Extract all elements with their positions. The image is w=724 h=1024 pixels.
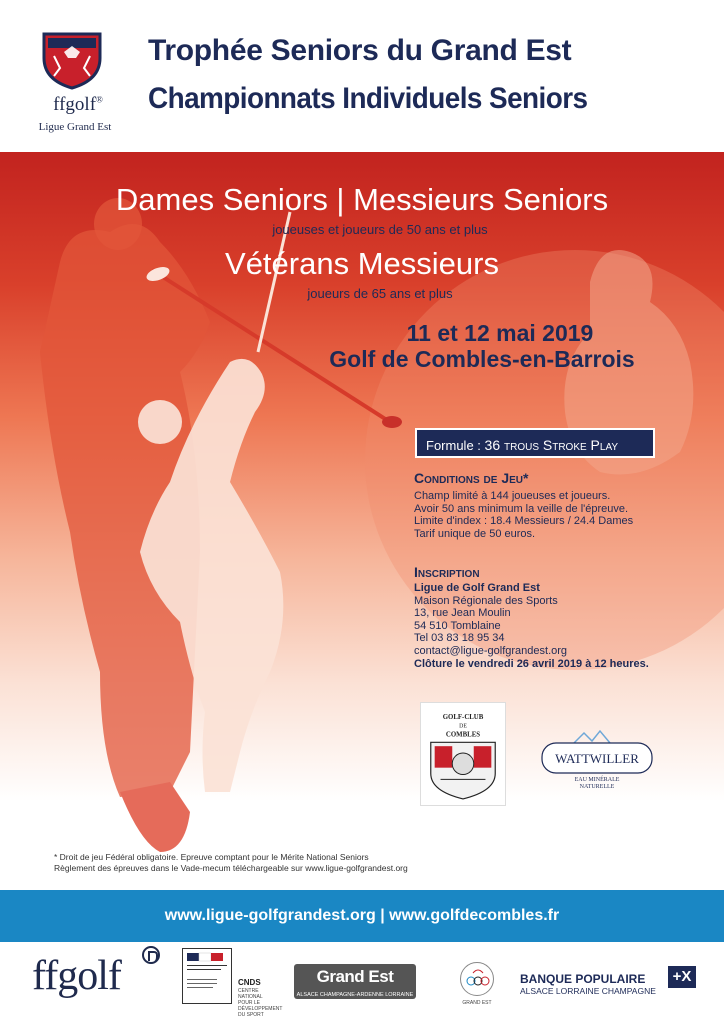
page-subtitle: Championnats Individuels Seniors xyxy=(148,82,588,115)
club-website-link[interactable]: www.golfdecombles.fr xyxy=(389,907,560,924)
inscription-org: Ligue de Golf Grand Est xyxy=(414,582,540,594)
ffgolf-sponsor-logo: ffgolf xyxy=(32,953,121,999)
conditions-title: Conditions de Jeu* xyxy=(414,470,529,486)
category-line-1-sub: joueuses et joueurs de 50 ans et plus xyxy=(272,222,488,237)
event-venue: Golf de Combles-en-Barrois xyxy=(329,346,635,372)
registered-mark-icon xyxy=(142,946,160,964)
list-item: Champ limité à 144 joueuses et joueurs. xyxy=(414,490,611,502)
footnote-line-2: Règlement des épreuves dans le Vade-mecum téléchargeable sur www.ligue-golfgrandest.org xyxy=(54,863,408,873)
svg-text:WATTWILLER: WATTWILLER xyxy=(555,751,639,766)
poster-main xyxy=(0,152,724,890)
inscription-list xyxy=(414,582,714,670)
page-title: Trophée Seniors du Grand Est xyxy=(148,34,572,67)
inscription-title: Inscription xyxy=(414,564,480,580)
ffgolf-wordmark: ffgolf® xyxy=(53,94,103,115)
list-item: 54 510 Tomblaine xyxy=(414,619,501,632)
footnote xyxy=(54,852,408,874)
list-item: Limite d'index : 18.4 Messieurs / 24.4 Dames xyxy=(414,515,634,527)
conditions-list xyxy=(414,490,714,540)
list-item: Tarif unique de 50 euros. xyxy=(414,527,536,540)
marianne-icon xyxy=(183,949,231,1003)
ministere-sports-logo xyxy=(182,948,232,1004)
list-item: 13, rue Jean Moulin xyxy=(414,607,511,620)
banque-populaire-name: BANQUE POPULAIRE xyxy=(520,972,646,986)
formule-separator: : xyxy=(473,438,485,453)
category-line-1: Dames Seniors | Messieurs Seniors xyxy=(115,182,609,217)
category-line-2: Vétérans Messieurs xyxy=(225,246,499,281)
inscription-deadline: Clôture le vendredi 26 avril 2019 à 12 heures. xyxy=(414,657,649,670)
svg-text:COMBLES: COMBLES xyxy=(445,731,481,739)
list-item: Maison Régionale des Sports xyxy=(414,594,558,607)
banque-populaire-region: ALSACE LORRAINE CHAMPAGNE xyxy=(520,986,656,996)
event-date: 11 et 12 mai 2019 xyxy=(406,320,594,346)
male-golfer-shadow xyxy=(120,782,190,852)
grand-est-sublabel: ALSACE CHAMPAGNE-ARDENNE LORRAINE xyxy=(294,992,416,999)
ligue-website-link[interactable]: www.ligue-golfgrandest.org xyxy=(164,907,376,924)
ffgolf-crest-icon xyxy=(40,28,104,90)
list-item: Tel 03 83 18 95 34 xyxy=(414,632,505,645)
wattwiller-logo xyxy=(540,729,654,789)
cros-sublabel: GRAND EST xyxy=(462,1000,492,1006)
footnote-line-1: * Droit de jeu Fédéral obligatoire. Epreuve comptant pour le Mérite National Seniors xyxy=(54,852,369,862)
golf-club-head xyxy=(382,416,402,428)
category-line-2-sub: joueurs de 65 ans et plus xyxy=(307,286,453,301)
golf-club-combles-logo xyxy=(420,702,506,806)
female-golfer-head xyxy=(138,400,182,444)
cnds-sublabel: CENTRE NATIONAL POUR LE DÉVELOPPEMENT DU SPORT xyxy=(238,988,283,1018)
formule-banner xyxy=(415,428,655,458)
sponsors-strip xyxy=(0,942,724,1024)
formule-label: Formule xyxy=(426,438,474,453)
svg-text:GOLF-CLUB: GOLF-CLUB xyxy=(442,713,484,721)
band-separator: | xyxy=(375,907,390,924)
grand-est-logo: Grand Est xyxy=(294,964,416,996)
ligue-name: Ligue Grand Est xyxy=(38,121,112,133)
cros-olympic-logo-icon xyxy=(460,962,494,996)
list-item: Avoir 50 ans minimum la veille de l'épreuve. xyxy=(414,502,629,515)
svg-text:NATURELLE: NATURELLE xyxy=(579,784,615,789)
banque-populaire-mark: +X xyxy=(668,966,696,988)
header xyxy=(0,0,724,152)
contact-email-link[interactable]: contact@ligue-golfgrandest.org xyxy=(414,644,568,657)
svg-text:EAU MINÉRALE: EAU MINÉRALE xyxy=(574,777,620,783)
svg-text:DE: DE xyxy=(459,723,467,730)
websites-band xyxy=(0,890,724,942)
formule-value: 36 trous Stroke Play xyxy=(484,437,619,453)
cnds-label: CNDS xyxy=(238,978,261,987)
